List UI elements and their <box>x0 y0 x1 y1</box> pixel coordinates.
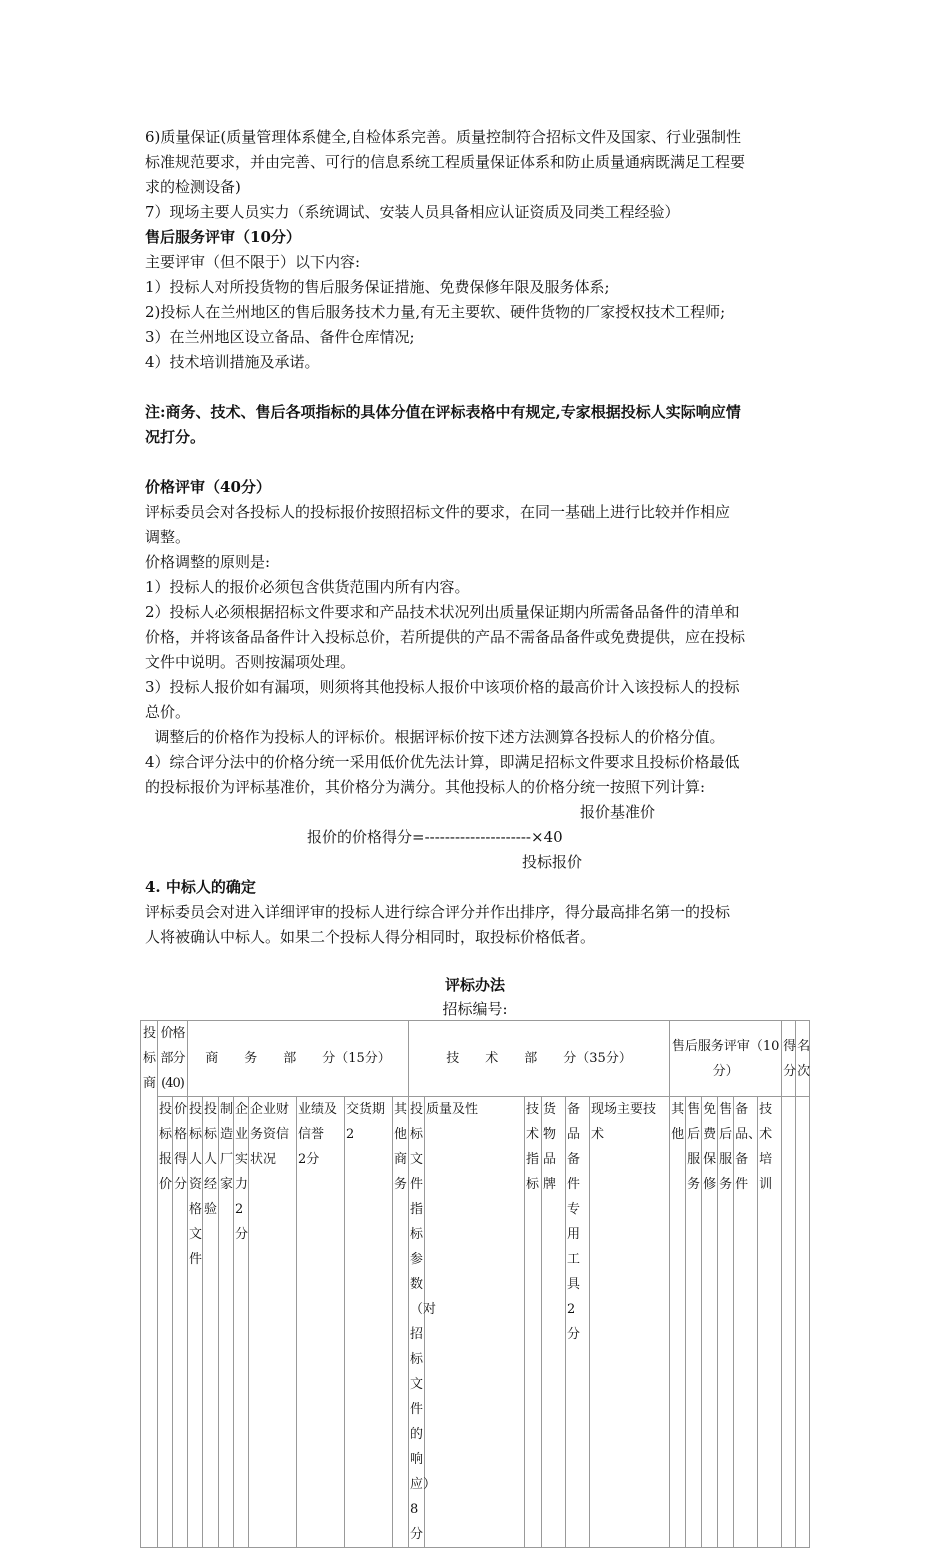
subheader-cell: 备品备件专用工具 2分 <box>566 1097 590 1548</box>
text-line: 调整。 <box>145 528 191 546</box>
subheader-cell: 企业财务资信状况 <box>249 1097 297 1548</box>
text-line: 价格调整的原则是: <box>145 553 271 571</box>
text-line: 6)质量保证(质量管理体系健全,自检体系完善。质量控制符合招标文件及国家、行业强制性 <box>145 128 742 146</box>
subheader-cell: 企业实力 2分 <box>234 1097 249 1548</box>
text-line: 总价。 <box>145 703 191 721</box>
table-header-row <box>141 1021 810 1097</box>
header-rank: 名次 <box>796 1021 810 1097</box>
formula-numerator: 报价基准价 <box>580 803 656 821</box>
subheader-cell: 现场主要技术 <box>590 1097 670 1548</box>
subheader-cell: 制造厂家 <box>219 1097 234 1548</box>
text-line: 评标委员会对进入详细评审的投标人进行综合评分并作出排序，得分最高排名第一的投标 <box>145 903 731 921</box>
text-line: 7）现场主要人员实力（系统调试、安装人员具备相应认证资质及同类工程经验） <box>145 203 680 221</box>
text-line: 2)投标人在兰州地区的售后服务技术力量,有无主要软、硬件货物的厂家授权技术工程师; <box>145 303 726 321</box>
subheader-cell: 价格得分 <box>173 1097 188 1548</box>
text-line: 主要评审（但不限于）以下内容: <box>145 253 361 271</box>
subheader-cell: 投标人经验 <box>203 1097 219 1548</box>
table-title: 评标办法 <box>444 976 505 994</box>
text-line: 评标委员会对各投标人的投标报价按照招标文件的要求，在同一基础上进行比较并作相应 <box>145 503 731 521</box>
header-score: 得分 <box>782 1021 796 1097</box>
text-line: 标准规范要求，并由完善、可行的信息系统工程质量保证体系和防止质量通病既满足工程要 <box>145 153 746 171</box>
text-line: 求的检测设备) <box>145 178 241 196</box>
scoring-table <box>140 1020 810 1548</box>
section-heading: 价格评审（40分） <box>145 478 271 496</box>
formula-denominator: 投标报价 <box>522 853 583 871</box>
subheader-cell <box>796 1097 810 1548</box>
subheader-cell: 投标报价 <box>158 1097 173 1548</box>
text-line: 2）投标人必须根据招标文件要求和产品技术状况列出质量保证期内所需备品备件的清单和 <box>145 603 740 621</box>
section-heading: 售后服务评审（10分） <box>145 228 301 246</box>
table-subheader-row <box>141 1097 810 1548</box>
subheader-cell: 投标人资格文件 <box>188 1097 203 1548</box>
text-line: 的投标报价为评标基准价，其价格分为满分。其他投标人的价格分统一按照下列计算: <box>145 778 706 796</box>
text-line: 1）投标人对所投货物的售后服务保证措施、免费保修年限及服务体系; <box>145 278 610 296</box>
header-business: 商 务 部 分（15分） <box>188 1021 409 1097</box>
subheader-cell: 货物品牌 <box>542 1097 566 1548</box>
text-line: 1）投标人的报价必须包含供货范围内所有内容。 <box>145 578 470 596</box>
note-text: 注:商务、技术、售后各项指标的具体分值在评标表格中有规定,专家根据投标人实际响应情 <box>145 403 741 421</box>
header-tech: 技 术 部 分（35分） <box>409 1021 670 1097</box>
subheader-cell <box>782 1097 796 1548</box>
subheader-cell: 售后服务 <box>686 1097 702 1548</box>
subheader-cell: 售后服务 <box>718 1097 734 1548</box>
text-line: 4）综合评分法中的价格分统一采用低价优先法计算，即满足招标文件要求且投标价格最低 <box>145 753 740 771</box>
subheader-cell: 其他 <box>670 1097 686 1548</box>
table-subtitle: 招标编号: <box>442 1000 508 1018</box>
subheader-cell: 业绩及信誉 2分 <box>297 1097 345 1548</box>
text-line: 价格，并将该备品备件计入投标总价，若所提供的产品不需备品备件或免费提供，应在投标 <box>145 628 746 646</box>
section-heading: 4. 中标人的确定 <box>145 878 256 896</box>
text-line: 4）技术培训措施及承诺。 <box>145 353 320 371</box>
subheader-cell: 备品、备件 <box>734 1097 758 1548</box>
header-bidder: 投标商 <box>141 1021 158 1548</box>
subheader-cell: 免费保修 <box>702 1097 718 1548</box>
note-text: 况打分。 <box>145 428 206 446</box>
subheader-cell: 技术指标 <box>525 1097 542 1548</box>
subheader-cell: 技术培训 <box>758 1097 782 1548</box>
text-line: 人将被确认中标人。如果二个投标人得分相同时，取投标价格低者。 <box>145 928 596 946</box>
subheader-cell: 交货期2 <box>345 1097 393 1548</box>
formula-main: 报价的价格得分=---------------------×40 <box>307 828 563 846</box>
subheader-cell: 投标文件指标参数（对招标文件的响应）8分 <box>409 1097 425 1548</box>
header-price: 价格部分(40) <box>158 1021 188 1097</box>
subheader-cell: 质量及性 <box>425 1097 525 1548</box>
text-line: 3）在兰州地区设立备品、备件仓库情况; <box>145 328 415 346</box>
subheader-cell: 其他商务 <box>393 1097 409 1548</box>
text-line: 调整后的价格作为投标人的评标价。根据评标价按下述方法测算各投标人的价格分值。 <box>145 728 725 746</box>
text-line: 文件中说明。否则按漏项处理。 <box>145 653 356 671</box>
header-service: 售后服务评审（10分） <box>670 1021 782 1097</box>
text-line: 3）投标人报价如有漏项，则须将其他投标人报价中该项价格的最高价计入该投标人的投标 <box>145 678 740 696</box>
